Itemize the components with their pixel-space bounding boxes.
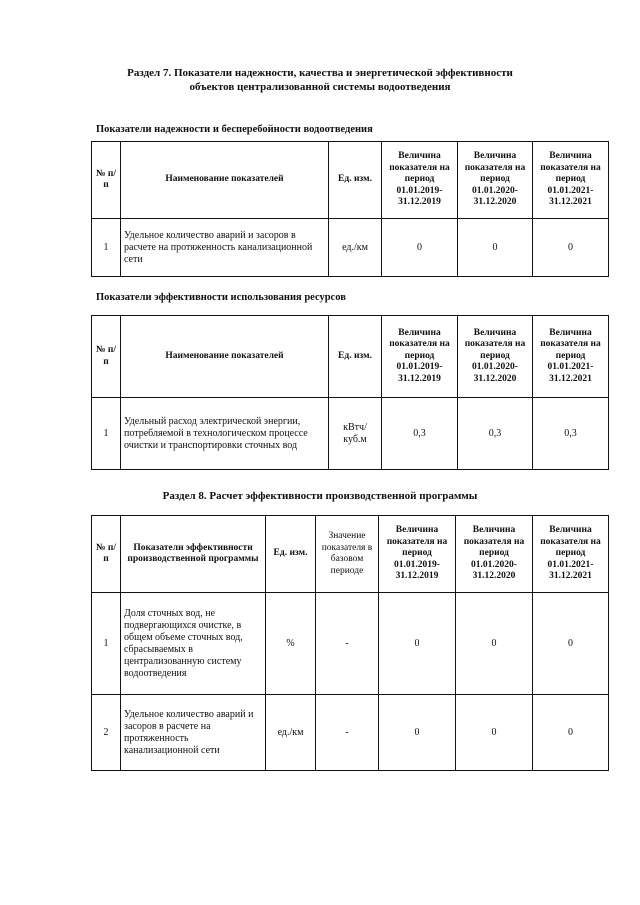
section7-title-line2: объектов централизованной системы водоотведения — [189, 81, 451, 93]
cell-base: - — [316, 695, 379, 771]
table-row — [92, 593, 609, 695]
header-2020: Величина показателя на период 01.01.2020-31.12.2020 — [458, 142, 533, 219]
cell-num: 1 — [92, 593, 121, 695]
cell-num: 1 — [92, 398, 121, 470]
cell-2021: 0 — [533, 593, 609, 695]
cell-num: 2 — [92, 695, 121, 771]
cell-name: Доля сточных вод, не подвергающихся очистке, в общем объеме сточных вод, сбрасываемых в централизованную систему водоотведения — [121, 593, 266, 695]
table-row — [92, 695, 609, 771]
cell-2020: 0,3 — [458, 398, 533, 470]
table1-caption: Показатели надежности и бесперебойности водоотведения — [96, 124, 373, 135]
header-num: № п/п — [92, 516, 121, 593]
header-unit: Ед. изм. — [266, 516, 316, 593]
cell-2021: 0 — [533, 695, 609, 771]
header-2021: Величина показателя на период 01.01.2021-31.12.2021 — [533, 516, 609, 593]
cell-2019: 0 — [382, 219, 458, 277]
header-name: Наименование показателей — [121, 316, 329, 398]
header-num: № п/п — [92, 142, 121, 219]
cell-name: Удельное количество аварий и засоров в расчете на протяженность канализационной сети — [121, 695, 266, 771]
cell-2020: 0 — [456, 695, 533, 771]
cell-2020: 0 — [458, 219, 533, 277]
resource-efficiency-table — [91, 315, 609, 470]
header-2019: Величина показателя на период 01.01.2019-31.12.2019 — [382, 142, 458, 219]
table2-caption: Показатели эффективности использования ресурсов — [96, 292, 346, 303]
header-name: Наименование показателей — [121, 142, 329, 219]
program-efficiency-table — [91, 515, 609, 771]
header-2020: Величина показателя на период 01.01.2020-31.12.2020 — [458, 316, 533, 398]
header-base: Значение показателя в базовом периоде — [316, 516, 379, 593]
cell-unit: % — [266, 593, 316, 695]
table-row — [92, 398, 609, 470]
cell-unit: кВтч/ куб.м — [329, 398, 382, 470]
header-num: № п/п — [92, 316, 121, 398]
header-2021: Величина показателя на период 01.01.2021-31.12.2021 — [533, 142, 609, 219]
section7-title — [0, 66, 640, 94]
header-unit: Ед. изм. — [329, 142, 382, 219]
header-2020: Величина показателя на период 01.01.2020-31.12.2020 — [456, 516, 533, 593]
cell-unit: ед./км — [266, 695, 316, 771]
reliability-table — [91, 141, 609, 277]
cell-2019: 0 — [379, 593, 456, 695]
cell-2019: 0 — [379, 695, 456, 771]
cell-num: 1 — [92, 219, 121, 277]
section8-title: Раздел 8. Расчет эффективности производственной программы — [162, 490, 478, 502]
header-2019: Величина показателя на период 01.01.2019-31.12.2019 — [382, 316, 458, 398]
header-unit: Ед. изм. — [329, 316, 382, 398]
cell-2019: 0,3 — [382, 398, 458, 470]
cell-base: - — [316, 593, 379, 695]
cell-2021: 0 — [533, 219, 609, 277]
cell-2021: 0,3 — [533, 398, 609, 470]
section7-title-line1: Раздел 7. Показатели надежности, качества и энергетической эффективности — [127, 67, 513, 79]
table-row — [92, 219, 609, 277]
header-2021: Величина показателя на период 01.01.2021-31.12.2021 — [533, 316, 609, 398]
cell-name: Удельное количество аварий и засоров в расчете на протяженность канализационной сети — [121, 219, 329, 277]
header-2019: Величина показателя на период 01.01.2019-31.12.2019 — [379, 516, 456, 593]
cell-2020: 0 — [456, 593, 533, 695]
header-name: Показатели эффективности производственной программы — [121, 516, 266, 593]
cell-unit: ед./км — [329, 219, 382, 277]
cell-name: Удельный расход электрической энергии, потребляемой в технологическом процессе очистки и транспортировки сточных вод — [121, 398, 329, 470]
